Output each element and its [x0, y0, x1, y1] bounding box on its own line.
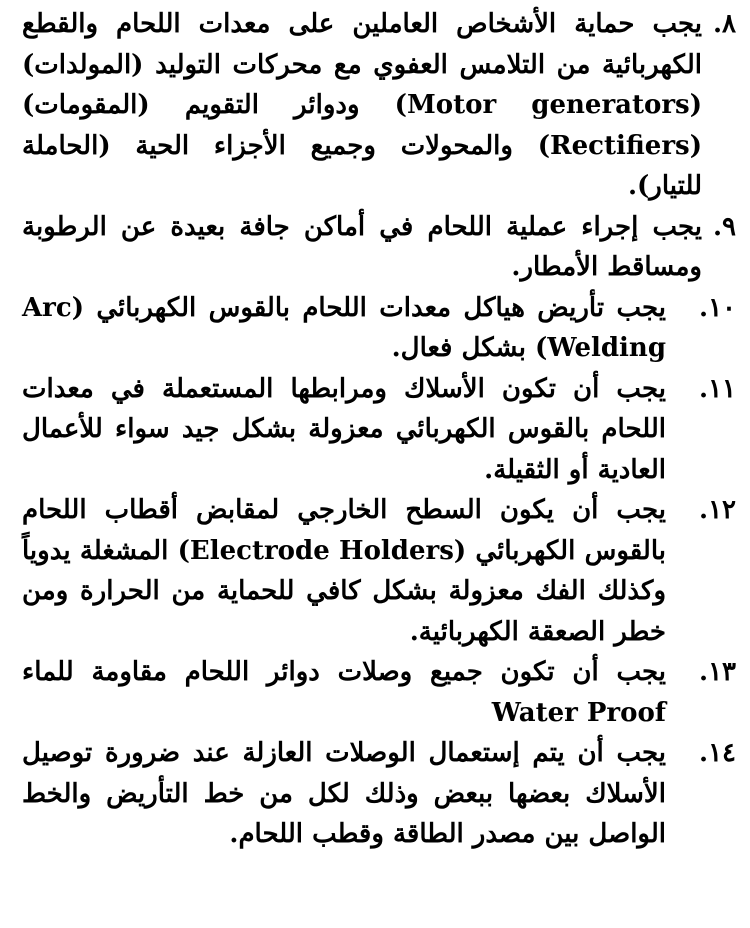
item-text: يجب تأريض هياكل معدات اللحام بالقوس الكهربائي (Arc Welding) بشكل فعال. [22, 292, 666, 363]
item-text: يجب إجراء عملية اللحام في أماكن جافة بعيدة عن الرطوبة ومساقط الأمطار. [22, 211, 702, 282]
list-item-12 [22, 490, 736, 652]
list-item-13 [22, 652, 736, 733]
item-number: ١٤. [699, 738, 736, 768]
list-item-11 [22, 369, 736, 491]
document-page [22, 4, 736, 855]
list-item-10 [22, 288, 736, 369]
item-number: ١٠. [699, 292, 736, 323]
item-number: ١١. [699, 373, 736, 404]
item-number: ٨. [712, 9, 736, 39]
list-item-9 [22, 207, 736, 288]
list-item-8 [22, 4, 736, 207]
item-number: ١٣. [699, 657, 736, 687]
item-text: يجب أن تكون جميع وصلات دوائر اللحام مقاومة للماء Water Proof [22, 657, 666, 728]
item-text: يجب أن يتم إستعمال الوصلات العازلة عند ضرورة توصيل الأسلاك بعضها ببعض وذلك لكل من خط التأريض والخط الواصل بين مصدر الطاقة وقطب اللحام. [22, 738, 666, 849]
item-number: ٩. [712, 211, 736, 242]
item-number: ١٢. [699, 495, 736, 525]
list-item-14 [22, 733, 736, 855]
item-text: يجب أن تكون الأسلاك ومرابطها المستعملة في معدات اللحام بالقوس الكهربائي معزولة بشكل جيد سواء للأعمال العادية أو الثقيلة. [22, 373, 666, 485]
item-text: يجب حماية الأشخاص العاملين على معدات اللحام والقطع الكهربائية من التلامس العفوي مع محركات التوليد (المولدات) (Motor generators) ودوائر التقويم (المقومات) (Rectifiers) والمحولات وجميع الأجزاء الحية (الحاملة للتيار). [22, 9, 702, 201]
item-text: يجب أن يكون السطح الخارجي لمقابض أقطاب اللحام بالقوس الكهربائي (Electrode Holders) المشغلة يدوياً وكذلك الفك معزولة بشكل كافي للحماية من الحرارة ومن خطر الصعقة الكهربائية. [22, 495, 666, 647]
